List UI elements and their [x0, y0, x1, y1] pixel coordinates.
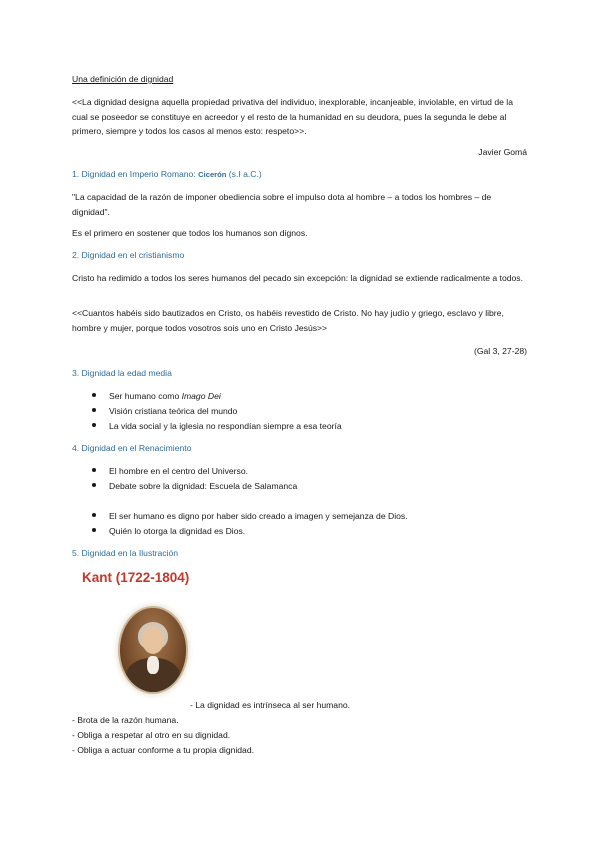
section5-line-4: - Obliga a actuar conforme a tu propia dignidad. — [72, 745, 255, 755]
section4-bullet-2: Debate sobre la dignidad: Escuela de Salamanca — [109, 481, 298, 491]
section2-heading: 2. Dignidad en el cristianismo — [72, 250, 185, 260]
section3-bullet-1-italic: Imago Dei — [181, 391, 221, 401]
bullet-icon — [92, 528, 98, 534]
section5-line-2: - Brota de la razón humana. — [72, 715, 179, 725]
intro-author: Javier Gomá — [478, 147, 527, 157]
section1-heading-prefix: 1. Dignidad en Imperio Romano: — [72, 169, 199, 179]
section3-bullet-1 — [109, 389, 221, 404]
bullet-icon — [92, 483, 98, 489]
section3-bullet-2: Visión cristiana teórica del mundo — [109, 406, 238, 416]
section2-citation: (Gal 3, 27-28) — [473, 346, 527, 356]
bullet-icon — [92, 468, 98, 474]
section3-bullet-3: La vida social y la iglesia no respondían siempre a esa teoría — [109, 421, 342, 431]
section1-note: Es el primero en sostener que todos los humanos son dignos. — [72, 228, 308, 238]
bullet-icon — [92, 513, 98, 519]
section1-heading-name: Cicerón — [198, 170, 227, 179]
section1-heading-suffix: (s.I a.C.) — [226, 169, 262, 179]
section5-line-1: - La dignidad es intrínseca al ser humano. — [190, 700, 351, 710]
kant-caption: Kant (1722-1804) — [82, 570, 190, 585]
section4-bullet-4: Quién lo otorga la dignidad es Dios. — [109, 526, 246, 536]
bullet-icon — [92, 408, 98, 414]
document-title: Una definición de dignidad — [72, 74, 174, 84]
section2-quote: <<Cuantos habéis sido bautizados en Cristo, os habéis revestido de Cristo. No hay judío y griego, esclavo y libre, hombre y mujer, porque todos vosotros sois uno en Cristo Jesús>> — [72, 308, 504, 333]
bullet-icon — [92, 393, 98, 399]
section4-heading: 4. Dignidad en el Renacimiento — [72, 443, 192, 453]
section1-quote: "La capacidad de la razón de imponer obediencia sobre el impulso dota al hombre – a todos los hombres – de dignidad". — [72, 192, 492, 217]
bullet-icon — [92, 423, 98, 429]
section3-bullet-1-prefix: Ser humano como — [109, 391, 182, 401]
section4-bullet-3: El ser humano es digno por haber sido creado a imagen y semejanza de Dios. — [109, 511, 408, 521]
intro-quote: <<La dignidad designa aquella propiedad privativa del individuo, inexplorable, incanjeable, inviolable, en virtud de la cual se poseedor se constituye en acreedor y el resto de la humanidad en su deudora, pues la segunda le debe al primero, siempre y todos los casos al menos esto: respeto>>. — [72, 97, 513, 137]
section4-bullet-1: El hombre en el centro del Universo. — [109, 466, 249, 476]
section1-heading — [72, 167, 262, 183]
section5-line-3: - Obliga a respetar al otro en su dignidad. — [72, 730, 231, 740]
section3-heading: 3. Dignidad la edad media — [72, 368, 172, 378]
section5-heading: 5. Dignidad en la Ilustración — [72, 548, 179, 558]
kant-portrait-image — [120, 608, 186, 692]
section2-text: Cristo ha redimido a todos los seres humanos del pecado sin excepción: la dignidad se extiende radicalmente a todos. — [72, 273, 523, 283]
